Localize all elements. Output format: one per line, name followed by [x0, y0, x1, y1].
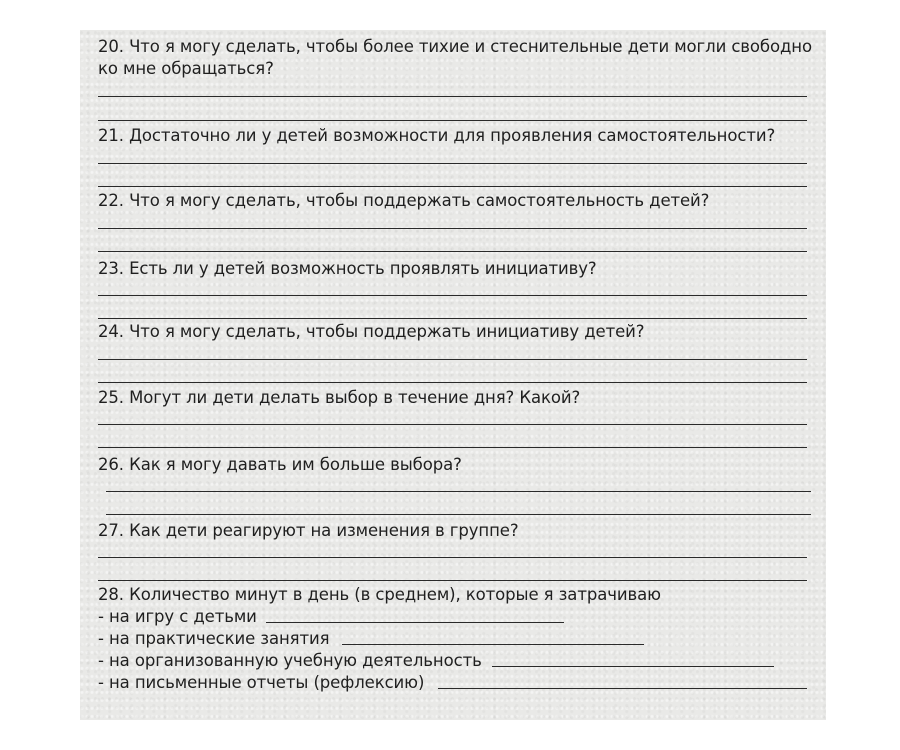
- answer-line[interactable]: [266, 622, 564, 623]
- answer-line[interactable]: [98, 424, 807, 425]
- answer-line[interactable]: [98, 580, 807, 581]
- question-20: 20. Что я могу сделать, чтобы более тихие и стеснительные дети могли свободно: [98, 37, 812, 56]
- worksheet-page: [80, 30, 826, 720]
- q28-item-organized: - на организованную учебную деятельность: [98, 651, 482, 670]
- answer-line[interactable]: [98, 318, 807, 319]
- answer-line[interactable]: [98, 163, 807, 164]
- q28-item-practical: - на практические занятия: [98, 629, 330, 648]
- answer-line[interactable]: [106, 491, 811, 492]
- answer-line[interactable]: [98, 251, 807, 252]
- answer-line[interactable]: [342, 644, 644, 645]
- answer-line[interactable]: [98, 382, 807, 383]
- question-26: 26. Как я могу давать им больше выбора?: [98, 455, 462, 474]
- answer-line[interactable]: [98, 96, 807, 97]
- q28-item-play: - на игру с детьми: [98, 607, 257, 626]
- answer-line[interactable]: [438, 688, 807, 689]
- answer-line[interactable]: [106, 514, 811, 515]
- answer-line[interactable]: [98, 228, 807, 229]
- question-27: 27. Как дети реагируют на изменения в группе?: [98, 521, 519, 540]
- answer-line[interactable]: [98, 557, 807, 558]
- question-28: 28. Количество минут в день (в среднем), которые я затрачиваю: [98, 585, 661, 604]
- question-25: 25. Могут ли дети делать выбор в течение дня? Какой?: [98, 388, 581, 407]
- answer-line[interactable]: [98, 120, 807, 121]
- question-21: 21. Достаточно ли у детей возможности для проявления самостоятельности?: [98, 126, 776, 145]
- answer-line[interactable]: [98, 359, 807, 360]
- question-23: 23. Есть ли у детей возможность проявлять инициативу?: [98, 259, 597, 278]
- q28-item-reports: - на письменные отчеты (рефлексию): [98, 673, 425, 692]
- answer-line[interactable]: [98, 447, 807, 448]
- answer-line[interactable]: [98, 186, 807, 187]
- question-24: 24. Что я могу сделать, чтобы поддержать инициативу детей?: [98, 322, 645, 341]
- question-22: 22. Что я могу сделать, чтобы поддержать самостоятельность детей?: [98, 191, 710, 210]
- answer-line[interactable]: [492, 666, 774, 667]
- answer-line[interactable]: [98, 295, 807, 296]
- question-20-continued: ко мне обращаться?: [98, 59, 274, 78]
